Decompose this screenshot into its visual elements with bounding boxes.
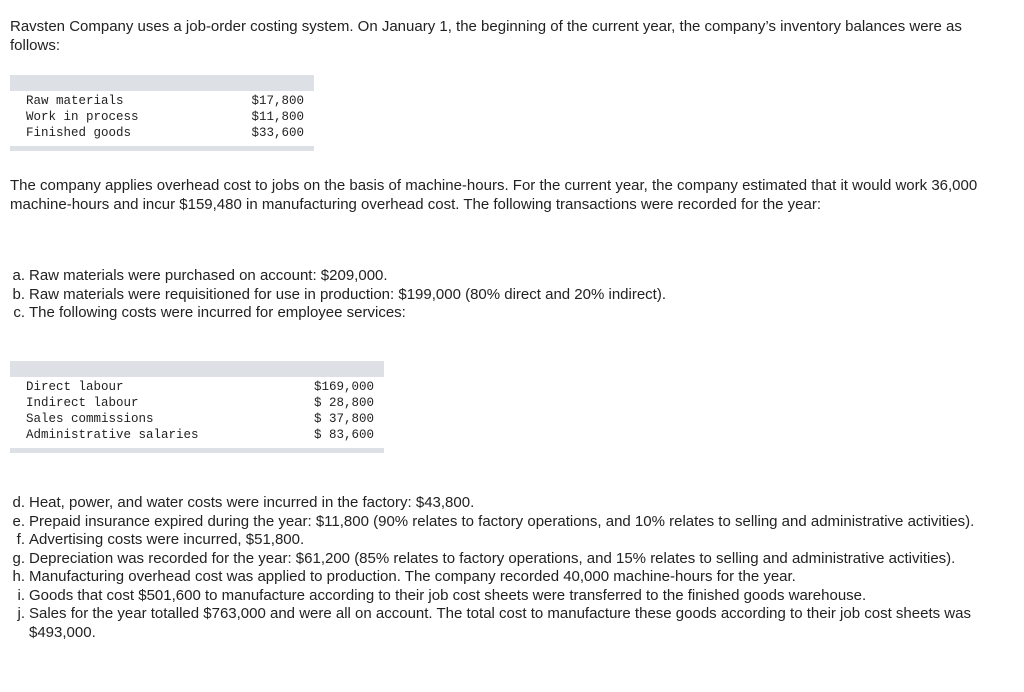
row-value: $169,000	[313, 380, 374, 394]
row-value: $17,800	[251, 94, 304, 108]
table-row	[10, 411, 384, 427]
item-text: Advertising costs were incurred, $51,800.	[29, 531, 305, 548]
item-letter: b.	[12, 285, 25, 303]
item-text: Prepaid insurance expired during the year: $11,800 (90% relates to factory operations, and 10% relates to selling and administrative activities).	[29, 512, 975, 530]
item-text: Heat, power, and water costs were incurred in the factory: $43,800.	[29, 494, 475, 511]
item-letter: c.	[13, 304, 25, 321]
list-item	[10, 531, 1015, 550]
item-text: Raw materials were purchased on account: $209,000.	[29, 267, 388, 284]
list-item	[10, 267, 1015, 286]
list-item	[10, 587, 1015, 606]
list-item	[10, 286, 1015, 305]
transactions-list-1	[10, 267, 1015, 323]
item-text: Manufacturing overhead cost was applied to production. The company recorded 40,000 machine-hours for the year.	[29, 568, 796, 585]
item-letter: d.	[12, 494, 25, 511]
list-item	[10, 304, 1015, 323]
table-header-bar	[10, 361, 384, 377]
table-row	[10, 93, 314, 109]
table-footer-bar	[10, 448, 384, 453]
row-label: Work in process	[26, 110, 139, 124]
item-letter: h.	[12, 568, 25, 585]
item-letter: j.	[17, 605, 25, 622]
item-letter: g.	[12, 549, 25, 567]
list-item	[10, 550, 1015, 569]
row-label: Sales commissions	[26, 412, 154, 426]
item-letter: i.	[17, 586, 25, 604]
inventory-table	[10, 75, 314, 151]
list-item	[10, 494, 1015, 513]
item-letter: a.	[12, 267, 25, 284]
list-item	[10, 605, 1015, 642]
item-text: Depreciation was recorded for the year: $61,200 (85% relates to factory operations, and 15% relates to selling and administrative activities).	[29, 549, 956, 567]
transactions-list-2	[10, 494, 1015, 642]
row-value: $ 28,800	[313, 396, 374, 410]
item-letter: e.	[12, 512, 25, 530]
row-label: Indirect labour	[26, 396, 139, 410]
item-text: Sales for the year totalled $763,000 and were all on account. The total cost to manufacture these goods according to their job cost sheets was $493,000.	[29, 605, 971, 641]
table-row	[10, 125, 314, 141]
item-text: The following costs were incurred for employee services:	[29, 304, 406, 321]
employee-costs-table	[10, 361, 384, 453]
row-label: Administrative salaries	[26, 428, 199, 442]
overhead-paragraph: The company applies overhead cost to jobs on the basis of machine-hours. For the current year, the company estimated that it would work 36,000 machine-hours and incur $159,480 in manufacturing overhead cost. The following transactions were recorded for the year:	[10, 177, 978, 213]
intro-paragraph: Ravsten Company uses a job-order costing system. On January 1, the beginning of the current year, the company’s inventory balances were as follows:	[10, 18, 962, 54]
list-item	[10, 568, 1015, 587]
table-row	[10, 427, 384, 443]
item-text: Goods that cost $501,600 to manufacture according to their job cost sheets were transferred to the finished goods warehouse.	[29, 586, 867, 604]
row-value: $33,600	[251, 126, 304, 140]
table-header-bar	[10, 75, 314, 91]
row-label: Raw materials	[26, 94, 124, 108]
row-value: $11,800	[251, 110, 304, 124]
table-row	[10, 379, 384, 395]
row-label: Finished goods	[26, 126, 132, 140]
table-footer-bar	[10, 146, 314, 151]
row-label: Direct labour	[26, 380, 124, 394]
row-value: $ 37,800	[313, 412, 374, 426]
item-text: Raw materials were requisitioned for use in production: $199,000 (80% direct and 20% indirect).	[29, 285, 667, 303]
item-letter: f.	[16, 531, 25, 548]
row-value: $ 83,600	[313, 428, 374, 442]
list-item	[10, 513, 1015, 532]
table-row	[10, 109, 314, 125]
table-row	[10, 395, 384, 411]
